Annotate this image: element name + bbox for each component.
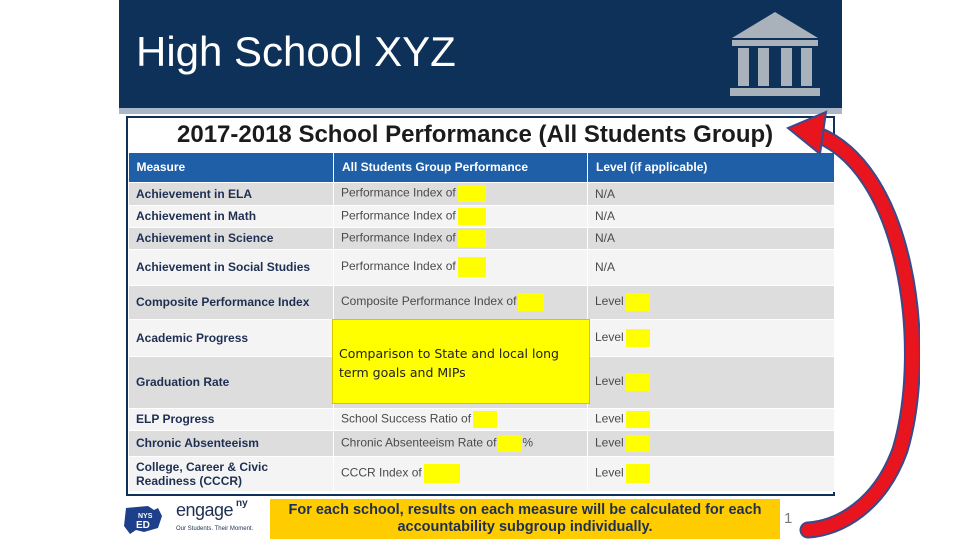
blank-value-field — [518, 293, 544, 311]
table-row — [129, 285, 835, 319]
level-cell — [588, 319, 835, 356]
blank-value-field — [458, 230, 486, 247]
blank-level-field — [626, 411, 650, 428]
column-header-performance: All Students Group Performance — [334, 153, 588, 182]
level-cell: N/A — [588, 249, 835, 285]
table-header-row — [129, 153, 835, 182]
table-row — [129, 205, 835, 227]
level-cell — [588, 430, 835, 456]
performance-cell — [334, 430, 588, 456]
table-row — [129, 408, 835, 430]
level-cell — [588, 408, 835, 430]
level-label: Level — [595, 465, 624, 480]
bank-building-icon — [726, 10, 824, 98]
blank-value-field — [473, 411, 497, 428]
performance-cell — [334, 182, 588, 205]
measure-cell: Academic Progress — [129, 319, 334, 356]
level-cell — [588, 285, 835, 319]
engage-logo-superscript: ny — [236, 498, 248, 509]
performance-label: Performance Index of — [341, 185, 456, 200]
level-cell: N/A — [588, 182, 835, 205]
engage-logo-tagline: Our Students. Their Moment. — [176, 526, 254, 532]
level-cell — [588, 356, 835, 408]
measure-cell: Graduation Rate — [129, 356, 334, 408]
blank-value-field — [424, 464, 460, 483]
performance-label: CCCR Index of — [341, 465, 422, 480]
column-header-measure: Measure — [129, 153, 334, 182]
performance-label: Performance Index of — [341, 230, 456, 245]
performance-cell — [334, 249, 588, 285]
svg-text:NYS: NYS — [138, 513, 153, 520]
page-number: 1 — [784, 510, 793, 527]
blank-level-field — [626, 293, 650, 311]
level-cell: N/A — [588, 205, 835, 227]
level-cell: N/A — [588, 227, 835, 249]
level-label: Level — [595, 294, 624, 309]
level-cell — [588, 456, 835, 491]
performance-cell — [334, 408, 588, 430]
level-label: Level — [595, 329, 624, 344]
school-title: High School XYZ — [136, 28, 456, 75]
blank-level-field — [626, 373, 650, 391]
measure-cell: College, Career & Civic Readiness (CCCR) — [129, 456, 334, 491]
performance-label: School Success Ratio of — [341, 411, 472, 426]
blank-level-field — [626, 464, 650, 483]
table-row — [129, 182, 835, 205]
level-label: Level — [595, 374, 624, 389]
performance-label: Performance Index of — [341, 259, 456, 274]
header-divider — [119, 108, 842, 114]
measure-cell: Achievement in Science — [129, 227, 334, 249]
table-title: 2017-2018 School Performance (All Students Group) — [177, 121, 774, 148]
blank-value-field — [458, 257, 486, 277]
blank-level-field — [626, 435, 650, 452]
performance-label: Performance Index of — [341, 208, 456, 223]
performance-cell — [334, 285, 588, 319]
column-header-level: Level (if applicable) — [588, 153, 835, 182]
table-row — [129, 227, 835, 249]
measure-cell: Achievement in ELA — [129, 182, 334, 205]
blank-value-field — [458, 185, 486, 202]
table-row — [129, 456, 835, 491]
measure-cell: Achievement in Social Studies — [129, 249, 334, 285]
performance-cell — [334, 227, 588, 249]
level-label: Level — [595, 411, 624, 426]
measure-cell: Composite Performance Index — [129, 285, 334, 319]
performance-cell — [334, 456, 588, 491]
footer-note: For each school, results on each measure will be calculated for each accountability subgroup individually. — [270, 499, 780, 539]
measure-cell: Chronic Absenteeism — [129, 430, 334, 456]
percent-suffix: % — [522, 435, 534, 450]
measure-cell: Achievement in Math — [129, 205, 334, 227]
level-label: Level — [595, 435, 624, 450]
performance-cell — [334, 205, 588, 227]
blank-value-field — [458, 208, 486, 225]
blank-value-field — [498, 435, 522, 452]
table-row — [129, 430, 835, 456]
table-row — [129, 249, 835, 285]
blank-level-field — [626, 329, 650, 347]
performance-label: Chronic Absenteeism Rate of — [341, 435, 497, 450]
svg-text:ED: ED — [136, 520, 150, 531]
performance-label: Composite Performance Index of — [341, 294, 517, 309]
measure-cell: ELP Progress — [129, 408, 334, 430]
engage-logo-text: engage — [176, 500, 234, 520]
goals-callout: Comparison to State and local long term goals and MIPs — [332, 319, 590, 404]
